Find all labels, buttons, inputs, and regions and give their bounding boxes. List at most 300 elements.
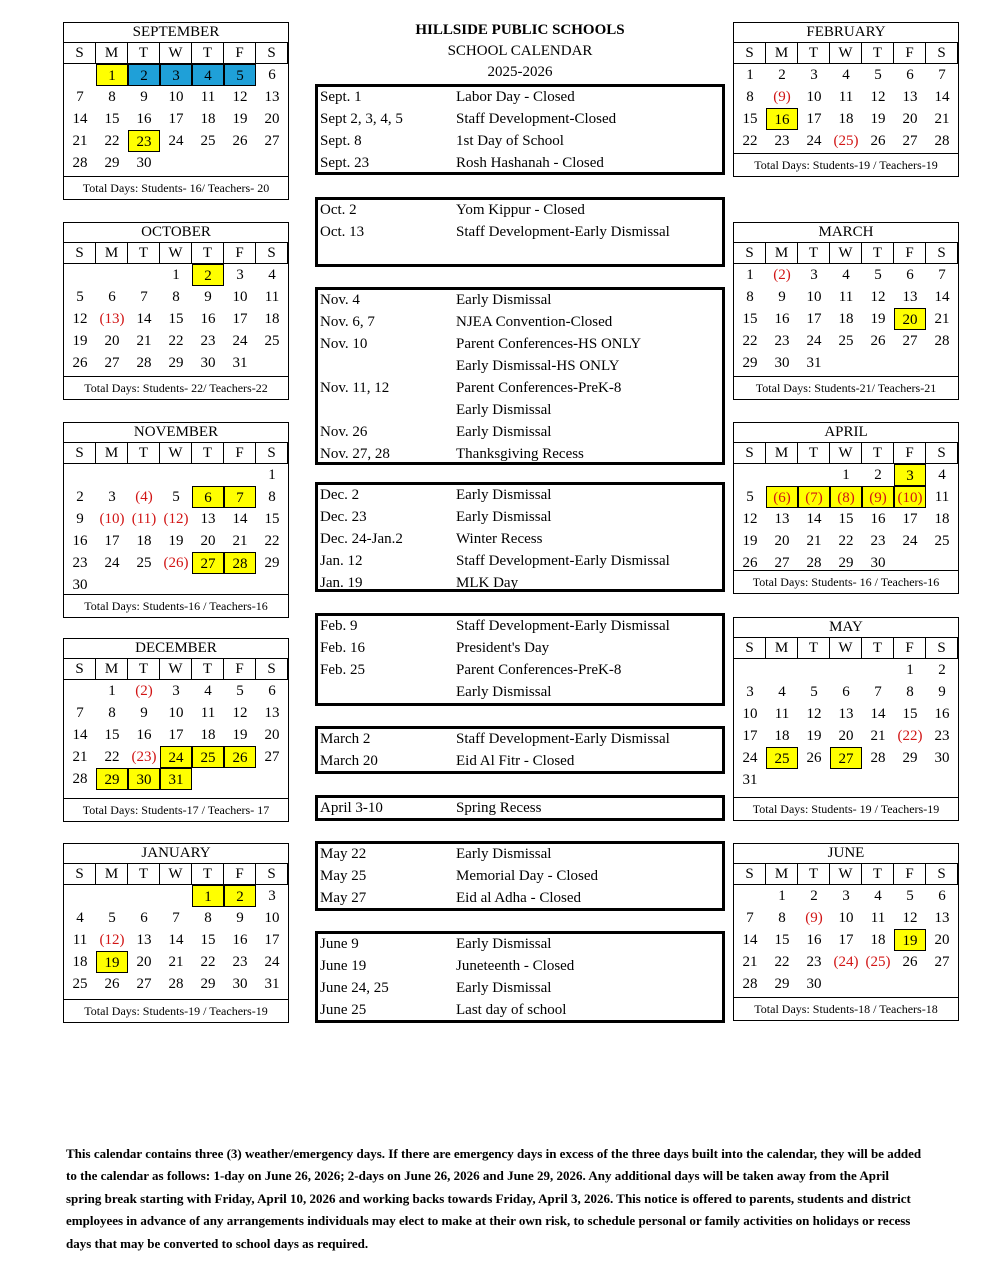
weekday-header: T <box>192 659 224 680</box>
event-description: Early Dismissal <box>456 402 552 418</box>
weekday-header: S <box>734 243 766 264</box>
day-cell: 24 <box>160 746 192 768</box>
month-title: SEPTEMBER <box>64 23 288 43</box>
day-cell: 12 <box>806 706 822 722</box>
weekday-header: W <box>830 864 862 885</box>
day-cell: 7 <box>140 289 148 305</box>
day-cell: 23 <box>72 555 88 571</box>
day-cell: 29 <box>264 555 280 571</box>
day-cell: 30 <box>232 976 248 992</box>
day-cell: 30 <box>200 355 216 371</box>
day-cell: 8 <box>746 289 754 305</box>
month-title: FEBRUARY <box>734 23 958 43</box>
day-cell: 28 <box>934 133 950 149</box>
day-cell: 18 <box>838 111 854 127</box>
event-description: Early Dismissal <box>456 980 552 996</box>
day-cell: 28 <box>136 355 152 371</box>
event-row <box>320 199 720 221</box>
day-cell: 4 <box>778 684 786 700</box>
day-cell: 28 <box>934 333 950 349</box>
event-description: Thanksgiving Recess <box>456 446 584 462</box>
day-cell: 15 <box>742 111 758 127</box>
day-cell: 14 <box>72 111 88 127</box>
event-group <box>315 931 725 1023</box>
day-cell: 14 <box>934 289 950 305</box>
day-cell: 12 <box>72 311 88 327</box>
month-title: NOVEMBER <box>64 423 288 443</box>
day-cell: 11 <box>838 89 854 105</box>
day-cell: 11 <box>838 289 854 305</box>
event-row <box>320 221 720 243</box>
event-group <box>315 197 725 267</box>
day-cell: 20 <box>838 728 854 744</box>
day-cell: 4 <box>842 67 850 83</box>
weekday-header: S <box>734 443 766 464</box>
day-cell: 4 <box>938 467 946 483</box>
day-cell: (9) <box>862 486 894 508</box>
day-cell: 22 <box>168 333 184 349</box>
day-cell: 4 <box>192 64 224 86</box>
day-cell: 19 <box>894 929 926 951</box>
day-cell: (13) <box>99 311 125 327</box>
weekday-header: S <box>64 243 96 264</box>
event-group <box>315 613 725 706</box>
month-title: MAY <box>734 618 958 638</box>
event-row <box>320 528 720 550</box>
day-cell: 23 <box>806 954 822 970</box>
day-cell: 5 <box>108 910 116 926</box>
day-cell: 29 <box>96 768 128 790</box>
event-date: Nov. 10 <box>320 336 368 352</box>
day-cell: 5 <box>76 289 84 305</box>
event-row <box>320 977 720 999</box>
event-date: April 3-10 <box>320 800 383 816</box>
empty-cell <box>160 464 192 486</box>
weekday-header: T <box>862 443 894 464</box>
day-cell: 24 <box>104 555 120 571</box>
day-cell: 28 <box>168 976 184 992</box>
event-description: Parent Conferences-PreK-8 <box>456 380 622 396</box>
school-year: 2025-2026 <box>487 64 553 80</box>
day-cell: 30 <box>774 355 790 371</box>
weekday-header: T <box>192 243 224 264</box>
day-cell: 18 <box>72 954 88 970</box>
day-cell: 2 <box>938 662 946 678</box>
weekday-header: M <box>96 864 128 885</box>
day-cell: 29 <box>742 355 758 371</box>
event-description: Juneteenth - Closed <box>456 958 575 974</box>
event-description: Early Dismissal <box>456 487 552 503</box>
weekday-header: T <box>128 659 160 680</box>
event-date: March 20 <box>320 753 378 769</box>
weekday-header: T <box>798 443 830 464</box>
month-grid <box>734 43 958 152</box>
day-cell: 11 <box>200 89 216 105</box>
day-cell: (10) <box>894 486 926 508</box>
day-cell: (9) <box>805 910 823 926</box>
event-group <box>315 482 725 592</box>
event-date: Nov. 11, 12 <box>320 380 390 396</box>
day-cell: 31 <box>806 355 822 371</box>
day-cell: 26 <box>870 133 886 149</box>
event-date: June 25 <box>320 1002 367 1018</box>
event-description: Staff Development-Closed <box>456 111 617 127</box>
event-description: Early Dismissal <box>456 292 552 308</box>
weekday-header: S <box>926 864 958 885</box>
weekday-header: T <box>862 638 894 659</box>
day-cell: 11 <box>774 706 790 722</box>
day-cell: 10 <box>168 89 184 105</box>
event-group <box>315 841 725 911</box>
day-cell: 11 <box>200 705 216 721</box>
event-description: 1st Day of School <box>456 133 564 149</box>
day-cell: 24 <box>806 333 822 349</box>
day-cell: 8 <box>268 489 276 505</box>
day-cell: 15 <box>104 111 120 127</box>
day-cell: 2 <box>810 888 818 904</box>
weekday-header: F <box>894 638 926 659</box>
day-cell: 18 <box>136 533 152 549</box>
day-cell: 21 <box>168 954 184 970</box>
day-cell: 19 <box>168 533 184 549</box>
day-cell: 26 <box>870 333 886 349</box>
event-row <box>320 355 720 377</box>
day-cell: 3 <box>236 267 244 283</box>
day-cell: 4 <box>268 267 276 283</box>
day-cell: 3 <box>842 888 850 904</box>
day-cell: 19 <box>96 951 128 973</box>
event-group <box>315 726 725 774</box>
event-description: Early Dismissal <box>456 424 552 440</box>
weekday-header: W <box>830 243 862 264</box>
month-march <box>733 222 959 400</box>
day-cell: 17 <box>742 728 758 744</box>
event-description: Parent Conferences-HS ONLY <box>456 336 642 352</box>
month-grid <box>734 243 958 374</box>
day-cell: 30 <box>136 155 152 171</box>
day-cell: 14 <box>934 89 950 105</box>
event-row <box>320 289 720 311</box>
day-cell: 18 <box>264 311 280 327</box>
day-cell: 12 <box>870 89 886 105</box>
month-november <box>63 422 289 618</box>
day-cell: 15 <box>168 311 184 327</box>
month-title: MARCH <box>734 223 958 243</box>
event-date: Oct. 2 <box>320 202 357 218</box>
event-row <box>320 659 720 681</box>
weekday-header: W <box>830 43 862 64</box>
day-cell: 20 <box>894 308 926 330</box>
day-cell: 27 <box>902 333 918 349</box>
day-cell: 27 <box>264 133 280 149</box>
event-description: Eid al Adha - Closed <box>456 890 581 906</box>
day-cell: 16 <box>136 727 152 743</box>
day-cell: 16 <box>774 311 790 327</box>
weekday-header: T <box>192 43 224 64</box>
day-cell: 20 <box>774 533 790 549</box>
event-description: Staff Development-Early Dismissal <box>456 731 670 747</box>
empty-cell <box>766 659 798 681</box>
day-cell: 4 <box>874 888 882 904</box>
day-cell: 26 <box>902 954 918 970</box>
day-cell: 28 <box>870 750 886 766</box>
day-cell: 14 <box>806 511 822 527</box>
event-description: Memorial Day - Closed <box>456 868 599 884</box>
day-cell: 5 <box>874 267 882 283</box>
event-description: Yom Kippur - Closed <box>456 202 585 218</box>
day-cell: (24) <box>833 954 859 970</box>
day-cell: 14 <box>168 932 184 948</box>
empty-cell <box>734 885 766 907</box>
weekday-header: M <box>766 864 798 885</box>
day-cell: 25 <box>838 333 854 349</box>
day-cell: 12 <box>232 89 248 105</box>
day-cell: 22 <box>838 533 854 549</box>
day-cell: 21 <box>72 133 88 149</box>
weekday-header: M <box>766 43 798 64</box>
day-cell: 24 <box>264 954 280 970</box>
day-cell: 18 <box>200 111 216 127</box>
event-row <box>320 797 720 819</box>
event-date: June 9 <box>320 936 359 952</box>
event-description: MLK Day <box>456 575 519 591</box>
weekday-header: W <box>830 443 862 464</box>
day-cell: 2 <box>778 67 786 83</box>
day-cell: 1 <box>746 67 754 83</box>
day-cell: 30 <box>806 976 822 992</box>
day-cell: (25) <box>865 954 891 970</box>
empty-cell <box>64 64 96 86</box>
day-cell: 15 <box>838 511 854 527</box>
event-date: Nov. 4 <box>320 292 360 308</box>
day-cell: 1 <box>172 267 180 283</box>
event-row <box>320 506 720 528</box>
day-cell: 16 <box>934 706 950 722</box>
day-cell: 13 <box>774 511 790 527</box>
day-cell: 25 <box>72 976 88 992</box>
weekday-header: T <box>798 243 830 264</box>
event-row <box>320 377 720 399</box>
day-cell: 30 <box>934 750 950 766</box>
event-group <box>315 287 725 465</box>
day-cell: 7 <box>76 705 84 721</box>
event-description: Early Dismissal <box>456 509 552 525</box>
day-cell: 21 <box>934 111 950 127</box>
event-description: Staff Development-Early Dismissal <box>456 618 670 634</box>
day-cell: 29 <box>902 750 918 766</box>
day-cell: 13 <box>902 289 918 305</box>
day-cell: 7 <box>224 486 256 508</box>
weekday-header: W <box>830 638 862 659</box>
weekday-header: M <box>96 243 128 264</box>
day-cell: 25 <box>200 133 216 149</box>
day-cell: 23 <box>774 133 790 149</box>
day-cell: 27 <box>192 552 224 574</box>
day-cell: 18 <box>870 932 886 948</box>
day-cell: 15 <box>264 511 280 527</box>
event-row <box>320 108 720 130</box>
event-description: Rosh Hashanah - Closed <box>456 155 604 171</box>
weekday-header: F <box>894 864 926 885</box>
day-cell: 7 <box>938 67 946 83</box>
day-cell: 1 <box>778 888 786 904</box>
weekday-header: W <box>160 243 192 264</box>
month-october <box>63 222 289 400</box>
weekday-header: M <box>766 638 798 659</box>
day-cell: 9 <box>140 89 148 105</box>
day-cell: 10 <box>838 910 854 926</box>
day-cell: 29 <box>168 355 184 371</box>
day-cell: 19 <box>72 333 88 349</box>
day-cell: 1 <box>192 885 224 907</box>
month-december <box>63 638 289 822</box>
weekday-header: S <box>64 43 96 64</box>
month-may <box>733 617 959 821</box>
weekday-header: T <box>862 243 894 264</box>
empty-cell <box>96 264 128 286</box>
day-cell: 21 <box>72 749 88 765</box>
event-row <box>320 311 720 333</box>
event-row <box>320 399 720 421</box>
day-cell: 31 <box>160 768 192 790</box>
event-date: Dec. 24-Jan.2 <box>320 531 403 547</box>
event-description: Spring Recess <box>456 800 542 816</box>
day-cell: 15 <box>200 932 216 948</box>
day-cell: 23 <box>870 533 886 549</box>
day-cell: 9 <box>236 910 244 926</box>
empty-cell <box>160 885 192 907</box>
month-total-days: Total Days: Students- 19 / Teachers-19 <box>734 797 958 820</box>
weekday-header: W <box>160 43 192 64</box>
day-cell: 6 <box>842 684 850 700</box>
month-total-days: Total Days: Students- 16/ Teachers- 20 <box>64 176 288 199</box>
day-cell: 27 <box>104 355 120 371</box>
month-grid <box>734 638 958 791</box>
day-cell: 10 <box>232 289 248 305</box>
day-cell: 12 <box>870 289 886 305</box>
day-cell: 10 <box>806 89 822 105</box>
day-cell: 18 <box>838 311 854 327</box>
day-cell: 28 <box>742 976 758 992</box>
day-cell: (4) <box>135 489 153 505</box>
day-cell: 17 <box>806 311 822 327</box>
day-cell: 5 <box>874 67 882 83</box>
weekday-header: T <box>798 864 830 885</box>
day-cell: 25 <box>136 555 152 571</box>
weekday-header: S <box>64 864 96 885</box>
month-february <box>733 22 959 177</box>
day-cell: (2) <box>135 683 153 699</box>
month-january <box>63 843 289 1023</box>
day-cell: 4 <box>204 683 212 699</box>
day-cell: 30 <box>128 768 160 790</box>
weekday-header: T <box>192 443 224 464</box>
event-description: Parent Conferences-PreK-8 <box>456 662 622 678</box>
event-row <box>320 152 720 174</box>
month-september <box>63 22 289 200</box>
weekday-header: S <box>256 443 288 464</box>
event-row <box>320 333 720 355</box>
event-date: Sept. 23 <box>320 155 370 171</box>
day-cell: 3 <box>268 888 276 904</box>
day-cell: 21 <box>806 533 822 549</box>
day-cell: 17 <box>902 511 918 527</box>
day-cell: 17 <box>838 932 854 948</box>
day-cell: 2 <box>128 64 160 86</box>
empty-cell <box>734 659 766 681</box>
weekday-header: T <box>192 864 224 885</box>
weekday-header: F <box>894 243 926 264</box>
day-cell: 8 <box>108 89 116 105</box>
day-cell: 5 <box>224 64 256 86</box>
day-cell: 21 <box>232 533 248 549</box>
weekday-header: T <box>862 864 894 885</box>
day-cell: 8 <box>746 89 754 105</box>
day-cell: 29 <box>838 555 854 571</box>
day-cell: 3 <box>810 267 818 283</box>
day-cell: 14 <box>232 511 248 527</box>
weekday-header: M <box>96 43 128 64</box>
day-cell: 14 <box>136 311 152 327</box>
day-cell: 5 <box>746 489 754 505</box>
day-cell: 30 <box>72 577 88 593</box>
day-cell: 8 <box>204 910 212 926</box>
day-cell: 11 <box>870 910 886 926</box>
month-title: APRIL <box>734 423 958 443</box>
day-cell: 6 <box>268 683 276 699</box>
weekday-header: T <box>128 243 160 264</box>
weekday-header: T <box>128 43 160 64</box>
month-total-days: Total Days: Students-18 / Teachers-18 <box>734 997 958 1020</box>
day-cell: 26 <box>72 355 88 371</box>
weekday-header: F <box>894 443 926 464</box>
event-date: March 2 <box>320 731 371 747</box>
day-cell: 23 <box>200 333 216 349</box>
month-grid <box>64 443 288 596</box>
day-cell: 23 <box>934 728 950 744</box>
day-cell: 4 <box>842 267 850 283</box>
event-date: Feb. 9 <box>320 618 358 634</box>
event-date: Feb. 25 <box>320 662 365 678</box>
event-group <box>315 795 725 821</box>
event-date: Dec. 2 <box>320 487 360 503</box>
day-cell: 20 <box>264 727 280 743</box>
day-cell: (11) <box>131 511 157 527</box>
weekday-header: M <box>766 443 798 464</box>
day-cell: 14 <box>870 706 886 722</box>
day-cell: 13 <box>934 910 950 926</box>
weekday-header: S <box>734 638 766 659</box>
event-date: May 22 <box>320 846 367 862</box>
month-total-days: Total Days: Students-17 / Teachers- 17 <box>64 798 288 821</box>
event-date: Dec. 23 <box>320 509 367 525</box>
day-cell: 6 <box>140 910 148 926</box>
weekday-header: W <box>160 864 192 885</box>
day-cell: 21 <box>136 333 152 349</box>
day-cell: 25 <box>192 746 224 768</box>
day-cell: 17 <box>232 311 248 327</box>
event-row <box>320 86 720 108</box>
day-cell: (25) <box>833 133 859 149</box>
month-grid <box>734 864 958 995</box>
day-cell: 16 <box>806 932 822 948</box>
day-cell: 11 <box>264 289 280 305</box>
empty-cell <box>798 659 830 681</box>
day-cell: 18 <box>774 728 790 744</box>
empty-cell <box>64 680 96 702</box>
event-description: Staff Development-Early Dismissal <box>456 553 670 569</box>
month-grid <box>64 864 288 995</box>
